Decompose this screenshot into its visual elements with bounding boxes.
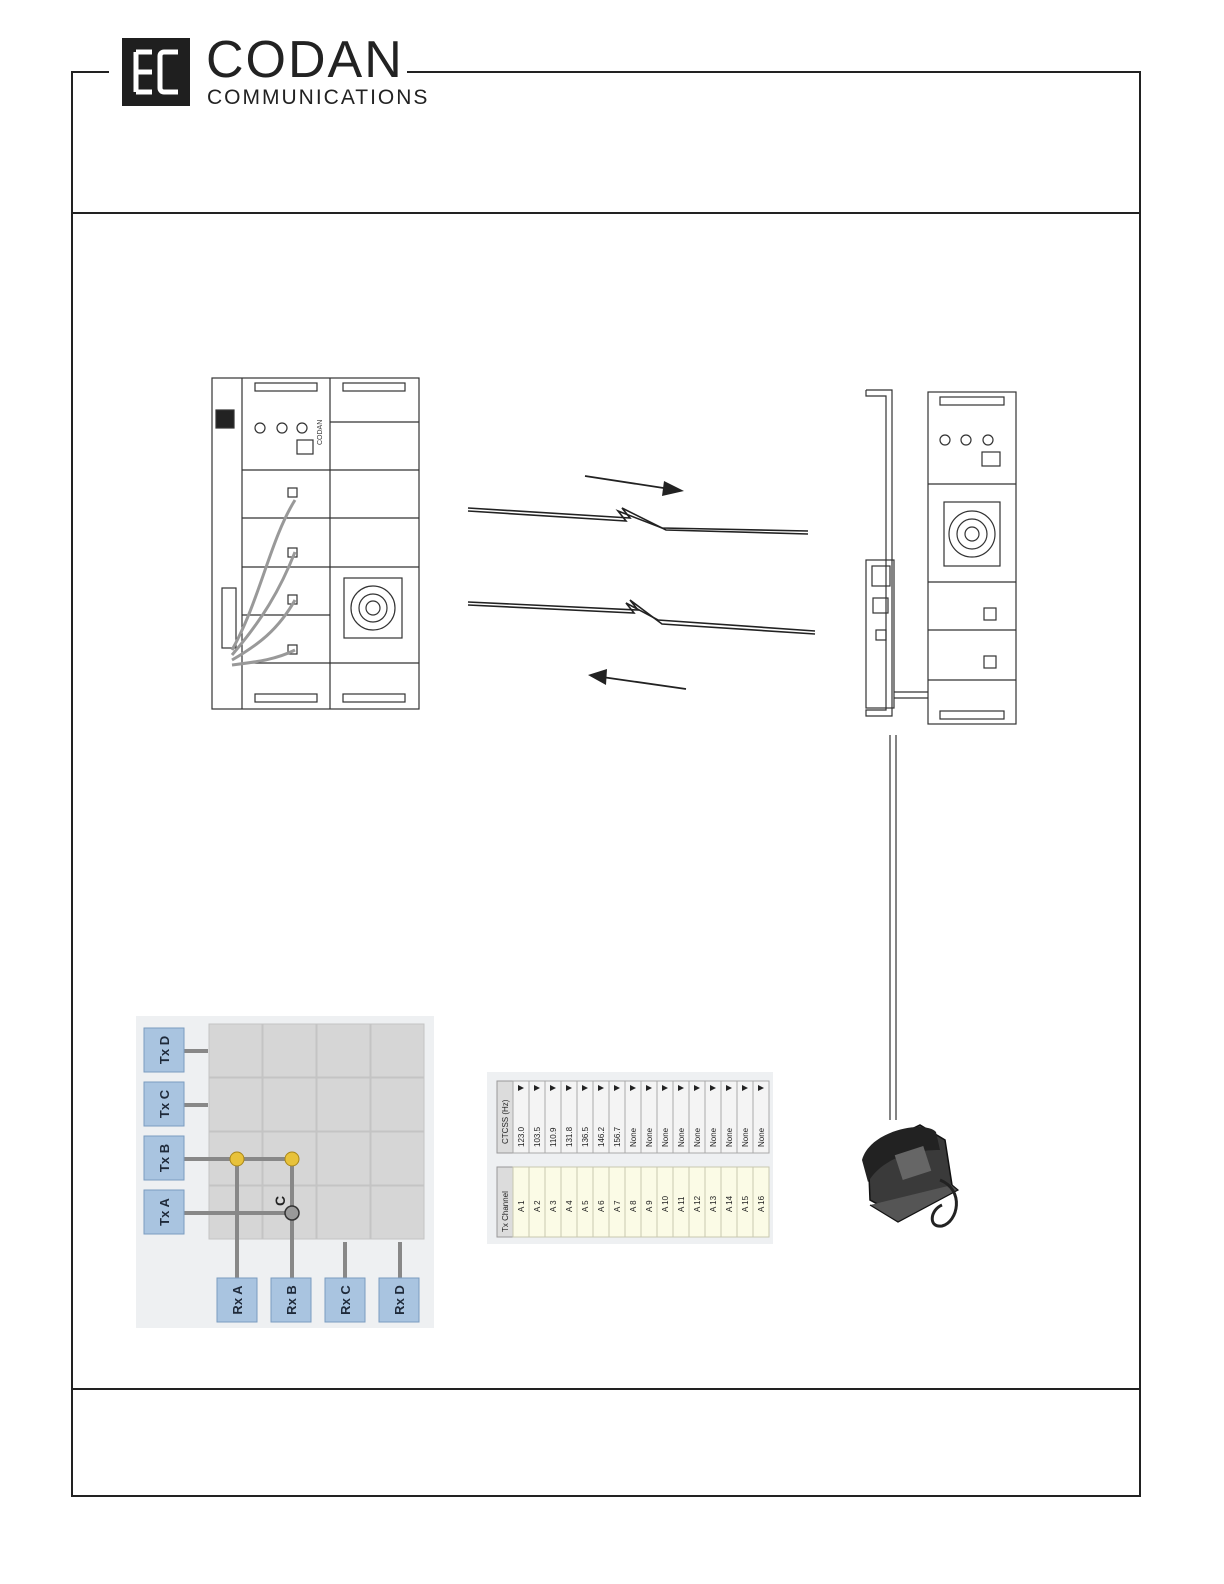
- tx-rx-matrix: [136, 1016, 434, 1328]
- tx-channel-value: A 1: [517, 1200, 526, 1212]
- tx-label: Tx C: [157, 1089, 172, 1119]
- tx-label: Tx A: [157, 1198, 172, 1226]
- tx-channel-value: A 6: [597, 1200, 606, 1212]
- base-station-rack: [212, 378, 419, 709]
- ctcss-value: None: [629, 1127, 638, 1147]
- uplink-arrow: [585, 476, 684, 496]
- tx-channel-value: A 7: [613, 1200, 622, 1212]
- matrix-cell[interactable]: [209, 1024, 262, 1077]
- tx-channel-value: A 12: [693, 1195, 702, 1212]
- ctcss-value: None: [741, 1127, 750, 1147]
- ctcss-value: None: [709, 1127, 718, 1147]
- tx-channel-header: Tx Channel: [501, 1191, 510, 1232]
- rx-label: Rx A: [230, 1285, 245, 1315]
- tx-channel-value: A 3: [549, 1200, 558, 1212]
- matrix-cell[interactable]: [371, 1078, 424, 1131]
- route-node-txa-rxb[interactable]: [285, 1206, 299, 1220]
- tx-label: Tx D: [157, 1035, 172, 1065]
- tx-channel-value: A 5: [581, 1200, 590, 1212]
- downlink-arrow: [588, 669, 686, 689]
- rack-panel-label: CODAN: [317, 419, 324, 445]
- tx-channel-value: A 16: [757, 1195, 766, 1212]
- telephone-icon: [862, 1125, 958, 1226]
- ctcss-row: [497, 1081, 769, 1153]
- tx-channel-value: A 9: [645, 1200, 654, 1212]
- radio-link: [468, 508, 815, 634]
- ctcss-value: None: [693, 1127, 702, 1147]
- tx-channel-value: A 13: [709, 1195, 718, 1212]
- brand-name: CODAN: [206, 31, 404, 89]
- tx-channel-value: A 8: [629, 1200, 638, 1212]
- ctcss-value: None: [757, 1127, 766, 1147]
- tx-channel-row: [497, 1167, 769, 1237]
- ctcss-value: 123.0: [517, 1126, 526, 1147]
- ctcss-value: 110.9: [549, 1127, 558, 1147]
- brand-subtitle: COMMUNICATIONS: [207, 86, 430, 109]
- ctcss-value: 103.5: [533, 1126, 542, 1147]
- route-node-txb-rxa[interactable]: [230, 1152, 244, 1166]
- matrix-cell[interactable]: [371, 1132, 424, 1185]
- tx-channel-value: A 2: [533, 1200, 542, 1212]
- rx-label: Rx D: [392, 1285, 407, 1315]
- tx-channel-value: A 14: [725, 1195, 734, 1212]
- ctcss-value: None: [677, 1127, 686, 1147]
- rx-label: Rx C: [338, 1285, 353, 1315]
- ctcss-value: 146.2: [597, 1126, 606, 1147]
- tx-channel-value: A 15: [741, 1195, 750, 1212]
- node-label: C: [272, 1195, 288, 1206]
- ctcss-table: [487, 1072, 773, 1244]
- matrix-cell[interactable]: [317, 1132, 370, 1185]
- ctcss-value: None: [725, 1127, 734, 1147]
- matrix-grid: [209, 1024, 424, 1239]
- matrix-cell[interactable]: [317, 1186, 370, 1239]
- ctcss-value: 156.7: [613, 1126, 622, 1147]
- ctcss-value: None: [645, 1127, 654, 1147]
- repeater-rack: [866, 390, 1016, 1120]
- matrix-cell[interactable]: [317, 1024, 370, 1077]
- tx-label: Tx B: [157, 1143, 172, 1173]
- matrix-cell[interactable]: [317, 1078, 370, 1131]
- ctcss-value: 136.5: [581, 1126, 590, 1147]
- route-node-txb-rxb[interactable]: [285, 1152, 299, 1166]
- matrix-cell[interactable]: [371, 1186, 424, 1239]
- ctcss-header: CTCSS (Hz): [501, 1099, 510, 1144]
- tx-channel-value: A 4: [565, 1200, 574, 1212]
- tx-channel-value: A 10: [661, 1195, 670, 1212]
- ctcss-value: 131.8: [565, 1126, 574, 1147]
- tx-channel-value: A 11: [677, 1196, 686, 1212]
- ctcss-value: None: [661, 1127, 670, 1147]
- matrix-cell[interactable]: [209, 1078, 262, 1131]
- matrix-cell[interactable]: [263, 1078, 316, 1131]
- matrix-cell[interactable]: [263, 1024, 316, 1077]
- matrix-cell[interactable]: [371, 1024, 424, 1077]
- rx-label: Rx B: [284, 1285, 299, 1315]
